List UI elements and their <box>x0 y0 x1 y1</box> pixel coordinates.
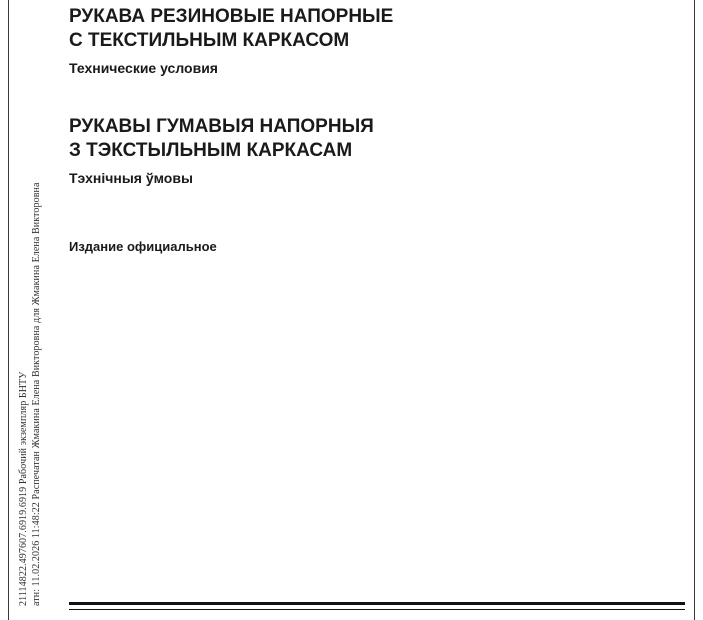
title-by-line-1: РУКАВЫ ГУМАВЫЯ НАПОРНЫЯ <box>69 116 374 137</box>
page-border-left <box>8 0 9 620</box>
footer-rule-thick <box>69 602 685 605</box>
title-block-belarusian <box>69 115 669 187</box>
side-print-stamp <box>17 86 43 606</box>
title-ru-line-1: РУКАВА РЕЗИНОВЫЕ НАПОРНЫЕ <box>69 6 394 27</box>
subtitle-ru: Технические условия <box>69 60 218 76</box>
title-ru-line-2: С ТЕКСТИЛЬНЫМ КАРКАСОМ <box>69 30 350 51</box>
footer-rule-thin <box>69 609 685 610</box>
edition-label: Издание официальное <box>69 239 217 254</box>
side-stamp-line-1: 21114822.497607.6919.6919 Рабочий экземпляр БНТУ <box>18 371 29 606</box>
title-by-line-2: З ТЭКСТЫЛЬНЫМ КАРКАСАМ <box>69 140 353 161</box>
title-block-russian <box>69 5 669 77</box>
page-border-right <box>694 0 695 620</box>
subtitle-by: Тэхнічныя ўмовы <box>69 170 193 186</box>
side-stamp-line-2: атн: 11.02.2026 11:48:22 Распечатан Жмакина Елена Викторовна для Жмакина Елена Викторовна <box>31 182 42 606</box>
